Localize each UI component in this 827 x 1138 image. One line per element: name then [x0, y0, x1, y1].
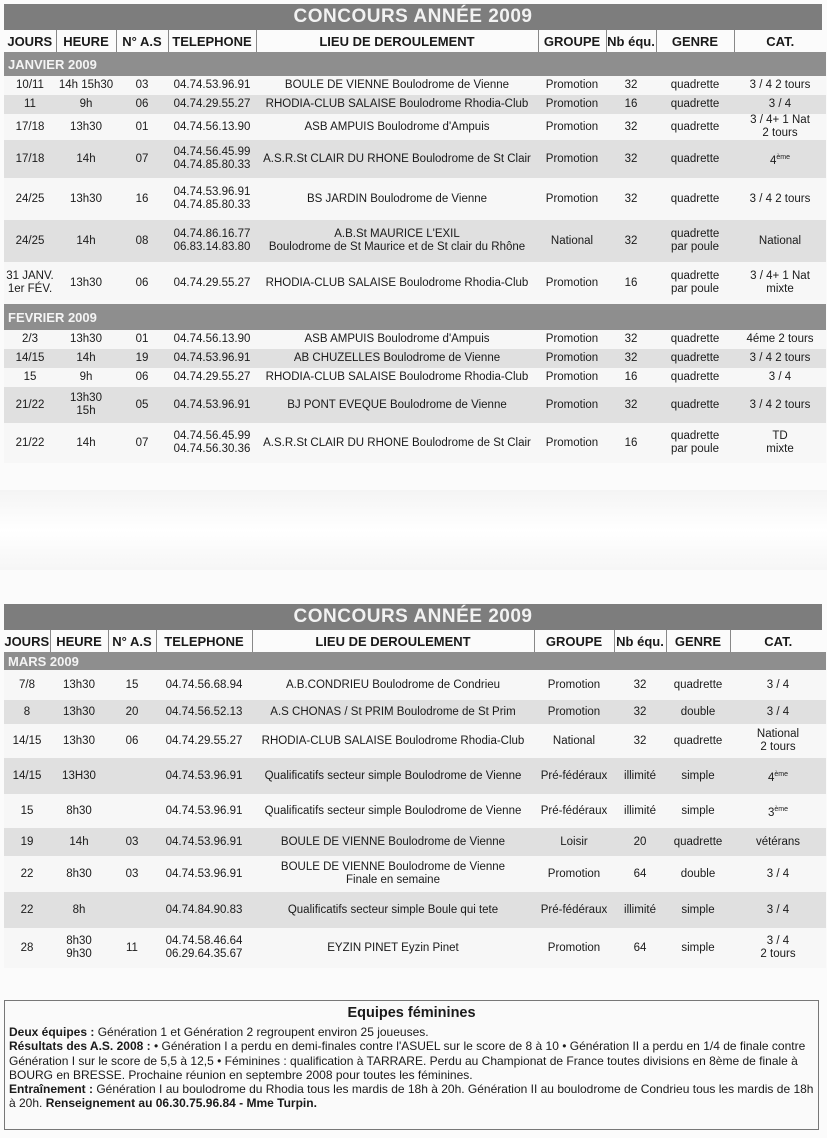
cell-jours: 15: [4, 368, 56, 387]
table-row: [4, 387, 826, 423]
table-row: [4, 794, 826, 828]
cell-cat: National: [734, 220, 826, 262]
cell-lieu: ASB AMPUIS Boulodrome d'Ampuis: [256, 114, 538, 140]
cell-groupe: Promotion: [538, 423, 606, 463]
cell-jours: 22: [4, 892, 50, 928]
cell-heure: 13h30: [56, 330, 116, 349]
cell-jours: 31 JANV. 1er FÉV.: [4, 262, 56, 304]
cell-jours: 14/15: [4, 349, 56, 368]
cell-as: 15: [108, 670, 156, 700]
cell-cat: 3 / 4 2 tours: [730, 928, 826, 968]
column-header: JOURS: [4, 30, 56, 52]
table-row: [4, 928, 826, 968]
cell-cat: 4ème: [734, 140, 826, 178]
cell-groupe: Pré-fédéraux: [534, 794, 614, 828]
cell-as: [108, 892, 156, 928]
cell-tel: 04.74.56.45.99 04.74.85.80.33: [168, 140, 256, 178]
cell-genre: quadrette par poule: [656, 220, 734, 262]
cell-tel: 04.74.56.45.99 04.74.56.30.36: [168, 423, 256, 463]
cell-as: 06: [116, 368, 168, 387]
cell-as: 06: [116, 95, 168, 114]
cell-genre: quadrette: [656, 140, 734, 178]
cell-jours: 7/8: [4, 670, 50, 700]
column-header: GROUPE: [534, 630, 614, 652]
cell-lieu: RHODIA-CLUB SALAISE Boulodrome Rhodia-Club: [252, 724, 534, 758]
cell-genre: simple: [666, 794, 730, 828]
cell-lieu: BOULE DE VIENNE Boulodrome de Vienne: [256, 76, 538, 95]
equipes-feminines-box: [4, 1000, 819, 1130]
cell-nb: 64: [614, 928, 666, 968]
month-row: [4, 304, 826, 330]
cell-nb: 32: [606, 330, 656, 349]
cell-as: 01: [116, 330, 168, 349]
cell-genre: quadrette: [656, 76, 734, 95]
cell-cat: 3 / 4: [730, 856, 826, 892]
cell-tel: 04.74.29.55.27: [168, 95, 256, 114]
cell-genre: quadrette: [656, 349, 734, 368]
cell-tel: 04.74.56.13.90: [168, 114, 256, 140]
cell-as: 16: [116, 178, 168, 220]
cell-lieu: BOULE DE VIENNE Boulodrome de Vienne: [252, 828, 534, 856]
cell-jours: 11: [4, 95, 56, 114]
cell-cat: 3 / 4 2 tours: [734, 387, 826, 423]
cell-tel: 04.74.53.96.91: [156, 758, 252, 794]
cell-nb: 32: [614, 724, 666, 758]
cell-as: 05: [116, 387, 168, 423]
cell-jours: 8: [4, 700, 50, 724]
cell-as: 08: [116, 220, 168, 262]
cell-genre: quadrette par poule: [656, 423, 734, 463]
table-row: [4, 349, 826, 368]
cell-tel: 04.74.29.55.27: [168, 262, 256, 304]
cell-nb: 16: [606, 368, 656, 387]
cell-jours: 28: [4, 928, 50, 968]
cell-genre: simple: [666, 928, 730, 968]
cell-nb: 32: [614, 700, 666, 724]
section-title: CONCOURS ANNÉE 2009: [4, 4, 822, 30]
month-label: FEVRIER 2009: [4, 304, 826, 330]
cell-groupe: Promotion: [538, 262, 606, 304]
month-label: JANVIER 2009: [4, 52, 826, 76]
cell-as: 19: [116, 349, 168, 368]
cell-cat: 3 / 4: [730, 700, 826, 724]
table-row: [4, 330, 826, 349]
cell-lieu: RHODIA-CLUB SALAISE Boulodrome Rhodia-Club: [256, 368, 538, 387]
cell-nb: 20: [614, 828, 666, 856]
feminines-title: Equipes féminines: [347, 1005, 476, 1021]
cell-groupe: Pré-fédéraux: [534, 758, 614, 794]
cell-heure: 14h: [56, 220, 116, 262]
cell-as: 07: [116, 140, 168, 178]
cell-genre: double: [666, 700, 730, 724]
feminines-resultats: Résultats des A.S. 2008 : • Génération I a perdu en demi-finales contre l'ASUEL sur le score de 8 à 10 • Génération II a perdu en 1/4 de finale contre Génération I sur le score de 5,5 à 12,5 • Féminines : qualification à TARRARE. Perdu au Championat de France toutes divisions en 8ème de finale à BOURG en BRESSE. Prochaine réunion en septembre 2008 pour toutes les féminines.: [9, 1039, 806, 1082]
cell-groupe: Pré-fédéraux: [534, 892, 614, 928]
column-header: Nb équ.: [606, 30, 656, 52]
table-row: [4, 140, 826, 178]
cell-jours: 19: [4, 828, 50, 856]
cell-tel: 04.74.56.52.13: [156, 700, 252, 724]
column-header: TELEPHONE: [168, 30, 256, 52]
cell-heure: 8h30: [50, 794, 108, 828]
table-row: [4, 670, 826, 700]
cell-jours: 24/25: [4, 220, 56, 262]
cell-genre: quadrette: [656, 368, 734, 387]
cell-nb: 32: [606, 178, 656, 220]
cell-heure: 13h30: [56, 262, 116, 304]
cell-nb: 16: [606, 262, 656, 304]
cell-cat: 4éme 2 tours: [734, 330, 826, 349]
column-header: LIEU DE DEROULEMENT: [252, 630, 534, 652]
column-header: GENRE: [656, 30, 734, 52]
cell-genre: simple: [666, 758, 730, 794]
cell-nb: illimité: [614, 758, 666, 794]
concours-section-2: [0, 604, 827, 968]
concours-table-2: [4, 630, 826, 968]
cell-heure: 13h30: [56, 178, 116, 220]
cell-cat: 3 / 4+ 1 Nat mixte: [734, 262, 826, 304]
cell-as: 03: [108, 828, 156, 856]
cell-cat: 3 / 4 2 tours: [734, 178, 826, 220]
cell-groupe: Promotion: [534, 856, 614, 892]
cell-groupe: Promotion: [538, 114, 606, 140]
blurred-band: [0, 490, 827, 570]
feminines-deux: Deux équipes : Génération 1 et Génération 2 regroupent environ 25 joueuses.: [9, 1025, 429, 1039]
cell-lieu: BS JARDIN Boulodrome de Vienne: [256, 178, 538, 220]
cell-as: 06: [116, 262, 168, 304]
cell-genre: quadrette: [656, 178, 734, 220]
cell-heure: 14h: [56, 349, 116, 368]
table-row: [4, 892, 826, 928]
cell-jours: 15: [4, 794, 50, 828]
cell-nb: 32: [606, 114, 656, 140]
cell-cat: 3 / 4: [730, 892, 826, 928]
cell-groupe: Promotion: [538, 349, 606, 368]
cell-as: 01: [116, 114, 168, 140]
month-row: [4, 652, 826, 670]
cell-groupe: Promotion: [538, 368, 606, 387]
cell-tel: 04.74.53.96.91: [156, 856, 252, 892]
cell-tel: 04.74.53.96.91: [168, 387, 256, 423]
cell-groupe: Promotion: [538, 387, 606, 423]
cell-groupe: National: [538, 220, 606, 262]
cell-cat: 3 / 4: [734, 95, 826, 114]
cell-heure: 9h: [56, 95, 116, 114]
table-row: [4, 95, 826, 114]
cell-nb: 32: [606, 349, 656, 368]
cell-as: 07: [116, 423, 168, 463]
column-header: N° A.S: [116, 30, 168, 52]
cell-tel: 04.74.56.13.90: [168, 330, 256, 349]
cell-genre: quadrette: [666, 670, 730, 700]
cell-heure: 8h30 9h30: [50, 928, 108, 968]
cell-jours: 24/25: [4, 178, 56, 220]
cell-genre: quadrette par poule: [656, 262, 734, 304]
table-row: [4, 856, 826, 892]
cell-tel: 04.74.53.96.91: [156, 828, 252, 856]
cell-cat: TD mixte: [734, 423, 826, 463]
cell-groupe: National: [534, 724, 614, 758]
cell-cat: 3 / 4: [734, 368, 826, 387]
cell-groupe: Loisir: [534, 828, 614, 856]
cell-jours: 17/18: [4, 140, 56, 178]
cell-nb: 32: [606, 76, 656, 95]
cell-genre: simple: [666, 892, 730, 928]
cell-cat: 4ème: [730, 758, 826, 794]
cell-heure: 14h: [50, 828, 108, 856]
cell-lieu: A.B.St MAURICE L'EXIL Boulodrome de St Maurice et de St clair du Rhône: [256, 220, 538, 262]
cell-cat: National 2 tours: [730, 724, 826, 758]
column-header: TELEPHONE: [156, 630, 252, 652]
cell-tel: 04.74.86.16.77 06.83.14.83.80: [168, 220, 256, 262]
cell-jours: 21/22: [4, 423, 56, 463]
cell-groupe: Promotion: [538, 76, 606, 95]
cell-lieu: ASB AMPUIS Boulodrome d'Ampuis: [256, 330, 538, 349]
cell-jours: 17/18: [4, 114, 56, 140]
cell-heure: 13h30: [50, 670, 108, 700]
cell-groupe: Promotion: [538, 178, 606, 220]
cell-nb: 32: [614, 670, 666, 700]
cell-jours: 21/22: [4, 387, 56, 423]
cell-heure: 13H30: [50, 758, 108, 794]
cell-heure: 13h30 15h: [56, 387, 116, 423]
table-row: [4, 368, 826, 387]
cell-heure: 14h 15h30: [56, 76, 116, 95]
column-header: GENRE: [666, 630, 730, 652]
column-header: Nb équ.: [614, 630, 666, 652]
cell-cat: vétérans: [730, 828, 826, 856]
column-header: HEURE: [56, 30, 116, 52]
cell-as: [108, 758, 156, 794]
cell-lieu: A.S.R.St CLAIR DU RHONE Boulodrome de St Clair: [256, 423, 538, 463]
table-row: [4, 724, 826, 758]
cell-nb: 16: [606, 423, 656, 463]
cell-lieu: RHODIA-CLUB SALAISE Boulodrome Rhodia-Club: [256, 95, 538, 114]
month-label: MARS 2009: [4, 652, 826, 670]
cell-genre: double: [666, 856, 730, 892]
cell-cat: 3 / 4 2 tours: [734, 76, 826, 95]
cell-lieu: BJ PONT EVEQUE Boulodrome de Vienne: [256, 387, 538, 423]
table-row: [4, 76, 826, 95]
cell-genre: quadrette: [656, 387, 734, 423]
cell-nb: 64: [614, 856, 666, 892]
cell-genre: quadrette: [656, 330, 734, 349]
cell-nb: 32: [606, 220, 656, 262]
cell-nb: illimité: [614, 892, 666, 928]
cell-heure: 14h: [56, 423, 116, 463]
cell-groupe: Promotion: [538, 330, 606, 349]
cell-tel: 04.74.29.55.27: [156, 724, 252, 758]
cell-cat: 3 / 4+ 1 Nat 2 tours: [734, 114, 826, 140]
table-row: [4, 114, 826, 140]
cell-as: 06: [108, 724, 156, 758]
cell-heure: 14h: [56, 140, 116, 178]
column-header: JOURS: [4, 630, 50, 652]
cell-lieu: AB CHUZELLES Boulodrome de Vienne: [256, 349, 538, 368]
cell-tel: 04.74.84.90.83: [156, 892, 252, 928]
cell-jours: 22: [4, 856, 50, 892]
cell-genre: quadrette: [666, 828, 730, 856]
cell-heure: 13h30: [56, 114, 116, 140]
feminines-entrainement: Entraînement : Génération I au boulodrome du Rhodia tous les mardis de 18h à 20h. Génération II au boulodrome de Condrieu tous les mardis de 18h à 20h. Renseignement au 06.30.75.96.84 - Mme Turpin.: [9, 1082, 814, 1111]
table-row: [4, 178, 826, 220]
section-title: CONCOURS ANNÉE 2009: [4, 604, 822, 630]
cell-tel: 04.74.29.55.27: [168, 368, 256, 387]
cell-genre: quadrette: [666, 724, 730, 758]
cell-jours: 14/15: [4, 758, 50, 794]
cell-heure: 13h30: [50, 724, 108, 758]
cell-as: 03: [116, 76, 168, 95]
cell-genre: quadrette: [656, 95, 734, 114]
cell-nb: illimité: [614, 794, 666, 828]
cell-groupe: Promotion: [538, 140, 606, 178]
cell-jours: 2/3: [4, 330, 56, 349]
cell-jours: 14/15: [4, 724, 50, 758]
cell-tel: 04.74.53.96.91: [168, 349, 256, 368]
table-row: [4, 700, 826, 724]
cell-lieu: BOULE DE VIENNE Boulodrome de Vienne Finale en semaine: [252, 856, 534, 892]
cell-nb: 32: [606, 140, 656, 178]
cell-tel: 04.74.53.96.91: [168, 76, 256, 95]
table-row: [4, 758, 826, 794]
cell-heure: 13h30: [50, 700, 108, 724]
cell-as: 20: [108, 700, 156, 724]
cell-lieu: EYZIN PINET Eyzin Pinet: [252, 928, 534, 968]
cell-as: 11: [108, 928, 156, 968]
column-header: HEURE: [50, 630, 108, 652]
cell-groupe: Promotion: [538, 95, 606, 114]
cell-heure: 8h30: [50, 856, 108, 892]
cell-jours: 10/11: [4, 76, 56, 95]
cell-heure: 9h: [56, 368, 116, 387]
table-row: [4, 828, 826, 856]
cell-nb: 16: [606, 95, 656, 114]
cell-as: [108, 794, 156, 828]
cell-groupe: Promotion: [534, 700, 614, 724]
column-header: LIEU DE DEROULEMENT: [256, 30, 538, 52]
table-row: [4, 220, 826, 262]
cell-nb: 32: [606, 387, 656, 423]
cell-tel: 04.74.58.46.64 06.29.64.35.67: [156, 928, 252, 968]
cell-tel: 04.74.53.96.91: [156, 794, 252, 828]
cell-cat: 3 / 4 2 tours: [734, 349, 826, 368]
table-row: [4, 262, 826, 304]
cell-tel: 04.74.53.96.91 04.74.85.80.33: [168, 178, 256, 220]
cell-lieu: A.S CHONAS / St PRIM Boulodrome de St Prim: [252, 700, 534, 724]
cell-lieu: A.S.R.St CLAIR DU RHONE Boulodrome de St Clair: [256, 140, 538, 178]
cell-tel: 04.74.56.68.94: [156, 670, 252, 700]
cell-lieu: RHODIA-CLUB SALAISE Boulodrome Rhodia-Club: [256, 262, 538, 304]
cell-cat: 3 / 4: [730, 670, 826, 700]
column-header: GROUPE: [538, 30, 606, 52]
column-header: N° A.S: [108, 630, 156, 652]
cell-groupe: Promotion: [534, 670, 614, 700]
cell-as: 03: [108, 856, 156, 892]
concours-table-1: [4, 30, 826, 463]
cell-lieu: A.B.CONDRIEU Boulodrome de Condrieu: [252, 670, 534, 700]
cell-cat: 3ème: [730, 794, 826, 828]
cell-lieu: Qualificatifs secteur simple Boulodrome de Vienne: [252, 758, 534, 794]
cell-heure: 8h: [50, 892, 108, 928]
cell-groupe: Promotion: [534, 928, 614, 968]
cell-lieu: Qualificatifs secteur simple Boule qui tete: [252, 892, 534, 928]
column-header: CAT.: [766, 33, 795, 49]
table-row: [4, 423, 826, 463]
cell-lieu: Qualificatifs secteur simple Boulodrome de Vienne: [252, 794, 534, 828]
concours-section-1: [0, 4, 827, 463]
month-row: [4, 52, 826, 76]
cell-genre: quadrette: [656, 114, 734, 140]
column-header: CAT.: [764, 633, 793, 649]
